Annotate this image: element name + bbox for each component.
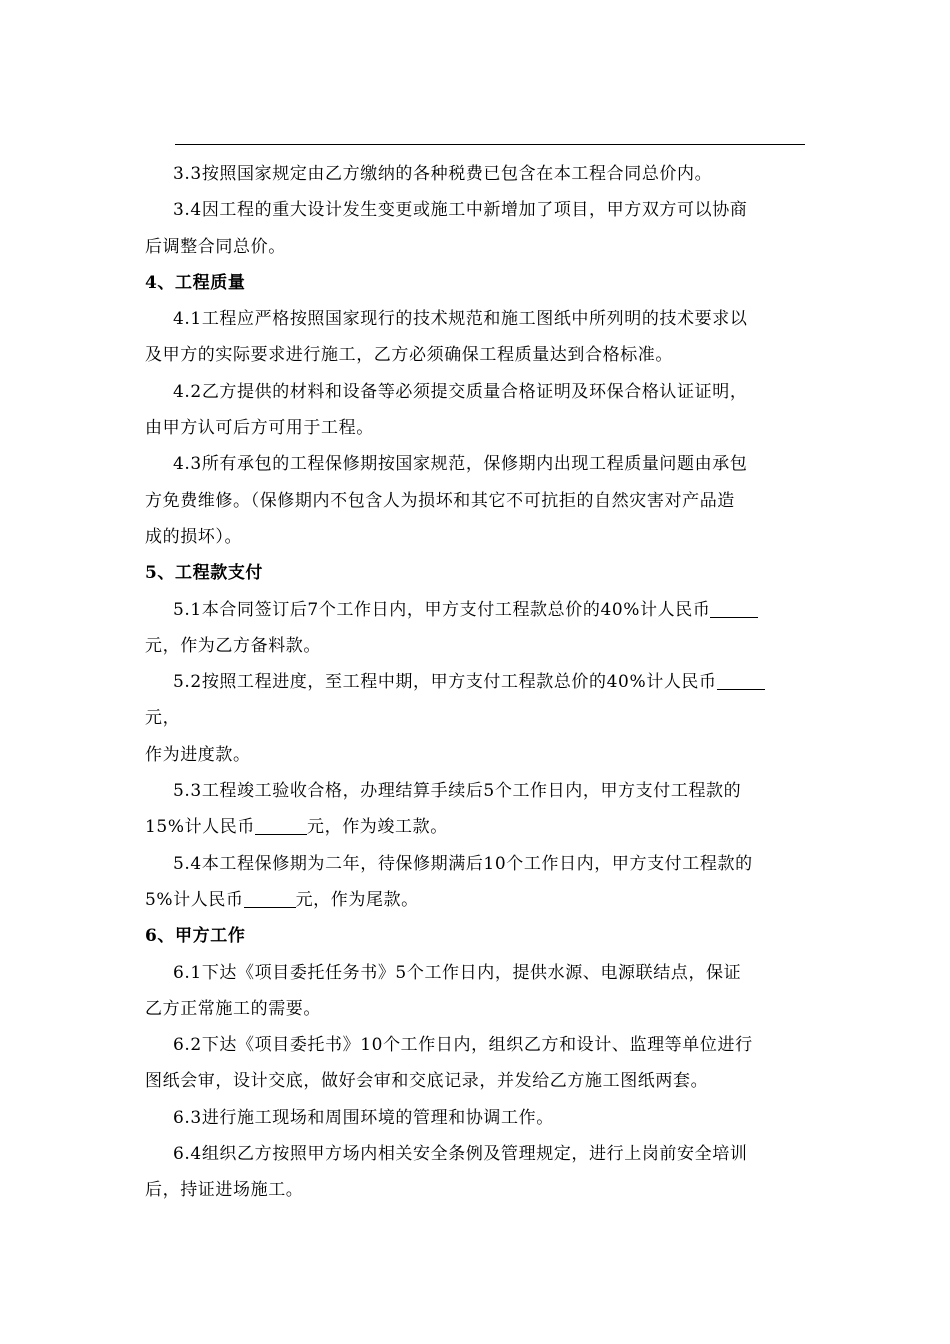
clause-5-2-text: 5.2按照工程进度，至工程中期，甲方支付工程款总价的40%计人民币 [173,672,717,693]
amount-blank-5-2 [717,670,765,690]
clause-4-3-cont2: 成的损坏）。 [145,526,243,547]
clause-5-4-suffix: 元，作为尾款。 [295,889,419,910]
clause-4-2-cont: 由甲方认可后方可用于工程。 [145,418,374,439]
clause-5-3-prefix: 15%计人民币 [145,817,255,838]
clause-6-1: 6.1下达《项目委托任务书》5个工作日内，提供水源、电源联结点，保证 [173,962,742,983]
clause-3-3: 3.3按照国家规定由乙方缴纳的各种税费已包含在本工程合同总价内。 [173,164,713,184]
section-heading-payment: 5、工程款支付 [145,563,264,584]
clause-4-3-cont: 方免费维修。（保修期内不包含人为损坏和其它不可抗拒的自然灾害对产品造 [145,490,735,511]
clause-5-1-text: 5.1本合同签订后7个工作日内，甲方支付工程款总价的40%计人民币 [173,599,711,620]
clause-5-1-cont: 元，作为乙方备料款。 [145,635,321,656]
clause-6-4: 6.4组织乙方按照甲方场内相关安全条例及管理规定，进行上岗前安全培训 [173,1144,748,1165]
amount-blank-5-4 [244,888,296,908]
contract-body [145,156,810,1209]
clause-6-4-cont: 后，持证进场施工。 [145,1180,304,1201]
clause-3-4: 3.4因工程的重大设计发生变更或施工中新增加了项目，甲方双方可以协商 [173,200,748,221]
clause-5-1 [145,592,810,628]
clause-6-3: 6.3进行施工现场和周围环境的管理和协调工作。 [173,1107,554,1128]
amount-blank-5-3 [255,815,307,835]
clause-5-4-cont [145,882,810,918]
clause-5-2 [145,664,810,700]
section-heading-quality: 4、工程质量 [145,272,246,293]
clause-4-3: 4.3所有承包的工程保修期按国家规范，保修期内出现工程质量问题由承包 [173,454,748,475]
clause-5-2-cont2: 作为进度款。 [145,744,251,765]
clause-5-4: 5.4本工程保修期为二年，待保修期满后10个工作日内，甲方支付工程款的 [173,853,753,874]
clause-5-3: 5.3工程竣工验收合格，办理结算手续后5个工作日内，甲方支付工程款的 [173,781,742,802]
clause-3-4-cont: 后调整合同总价。 [145,236,286,257]
clause-6-2: 6.2下达《项目委托书》10个工作日内，组织乙方和设计、监理等单位进行 [173,1035,753,1056]
header-rule [175,144,805,145]
section-heading-party-a: 6、甲方工作 [145,926,246,947]
amount-blank-5-1 [710,598,758,618]
clause-6-1-cont: 乙方正常施工的需要。 [145,998,321,1019]
clause-4-1-cont: 及甲方的实际要求进行施工，乙方必须确保工程质量达到合格标准。 [145,345,673,366]
clause-5-3-cont [145,809,810,845]
clause-5-2-cont: 元， [145,708,181,729]
clause-4-1: 4.1工程应严格按照国家现行的技术规范和施工图纸中所列明的技术要求以 [173,309,748,330]
clause-6-2-cont: 图纸会审，设计交底，做好会审和交底记录，并发给乙方施工图纸两套。 [145,1071,709,1092]
clause-5-3-suffix: 元，作为竣工款。 [307,817,448,838]
clause-4-2: 4.2乙方提供的材料和设备等必须提交质量合格证明及环保合格认证证明， [173,381,748,402]
clause-5-4-prefix: 5%计人民币 [145,889,244,910]
